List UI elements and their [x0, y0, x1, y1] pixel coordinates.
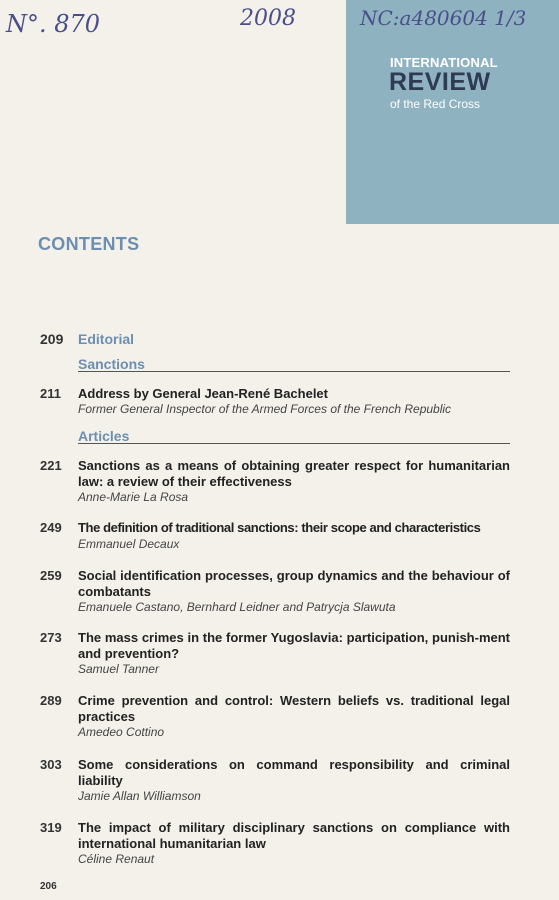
contents-heading: CONTENTS: [38, 234, 140, 254]
entry-page-number: 303: [40, 757, 62, 772]
entry-title: The mass crimes in the former Yugoslavia: participation, punish-ment and prevention?: [78, 630, 510, 661]
entry-author: Emmanuel Decaux: [78, 537, 180, 551]
handwritten-reference: NC:a480604 1/3: [360, 6, 527, 30]
entry-page-number: 319: [40, 820, 62, 835]
entry-title: Social identification processes, group dynamics and the behaviour of combatants: [78, 568, 510, 599]
entry-title: Crime prevention and control: Western beliefs vs. traditional legal practices: [78, 693, 510, 724]
editorial-label: Editorial: [78, 331, 135, 347]
journal-name-line2: REVIEW: [389, 68, 491, 96]
entry-author: Jamie Allan Williamson: [78, 789, 201, 803]
section-divider: [78, 371, 510, 372]
entry-author: Céline Renaut: [78, 852, 155, 866]
entry-author: Former General Inspector of the Armed Forces of the French Republic: [78, 402, 452, 416]
entry-page-number: 273: [40, 630, 62, 645]
entry-page-number: 289: [40, 693, 62, 708]
entry-title: The impact of military disciplinary sanctions on compliance with international humanitarian law: [78, 820, 510, 851]
footer-page-number: 206: [40, 881, 57, 892]
entry-title: The definition of traditional sanctions: their scope and characteristics: [78, 520, 481, 535]
entry-page-number: 259: [40, 568, 62, 583]
entry-author: Samuel Tanner: [78, 662, 159, 676]
section-heading-sanctions: Sanctions: [78, 356, 145, 372]
entry-author: Emanuele Castano, Bernhard Leidner and Patrycja Slawuta: [78, 600, 396, 614]
handwritten-year: 2008: [240, 6, 296, 31]
entry-page-number: 211: [40, 386, 61, 401]
entry-title: Address by General Jean-René Bachelet: [78, 386, 328, 401]
entry-title: Some considerations on command responsibility and criminal liability: [78, 757, 510, 788]
editorial-page-number: 209: [40, 331, 64, 347]
entry-page-number: 249: [40, 520, 62, 535]
journal-name-line3: of the Red Cross: [390, 97, 481, 111]
entry-page-number: 221: [40, 458, 62, 473]
handwritten-issue-number: N°. 870: [6, 10, 101, 38]
section-heading-articles: Articles: [78, 428, 130, 444]
journal-logo-block: [346, 0, 559, 224]
entry-author: Amedeo Cottino: [78, 725, 165, 739]
section-divider: [78, 443, 510, 444]
entry-author: Anne-Marie La Rosa: [78, 490, 189, 504]
entry-title: Sanctions as a means of obtaining greater respect for humanitarian law: a review of their effectiveness: [78, 458, 510, 489]
journal-name-line1: INTERNATIONAL: [390, 55, 498, 70]
